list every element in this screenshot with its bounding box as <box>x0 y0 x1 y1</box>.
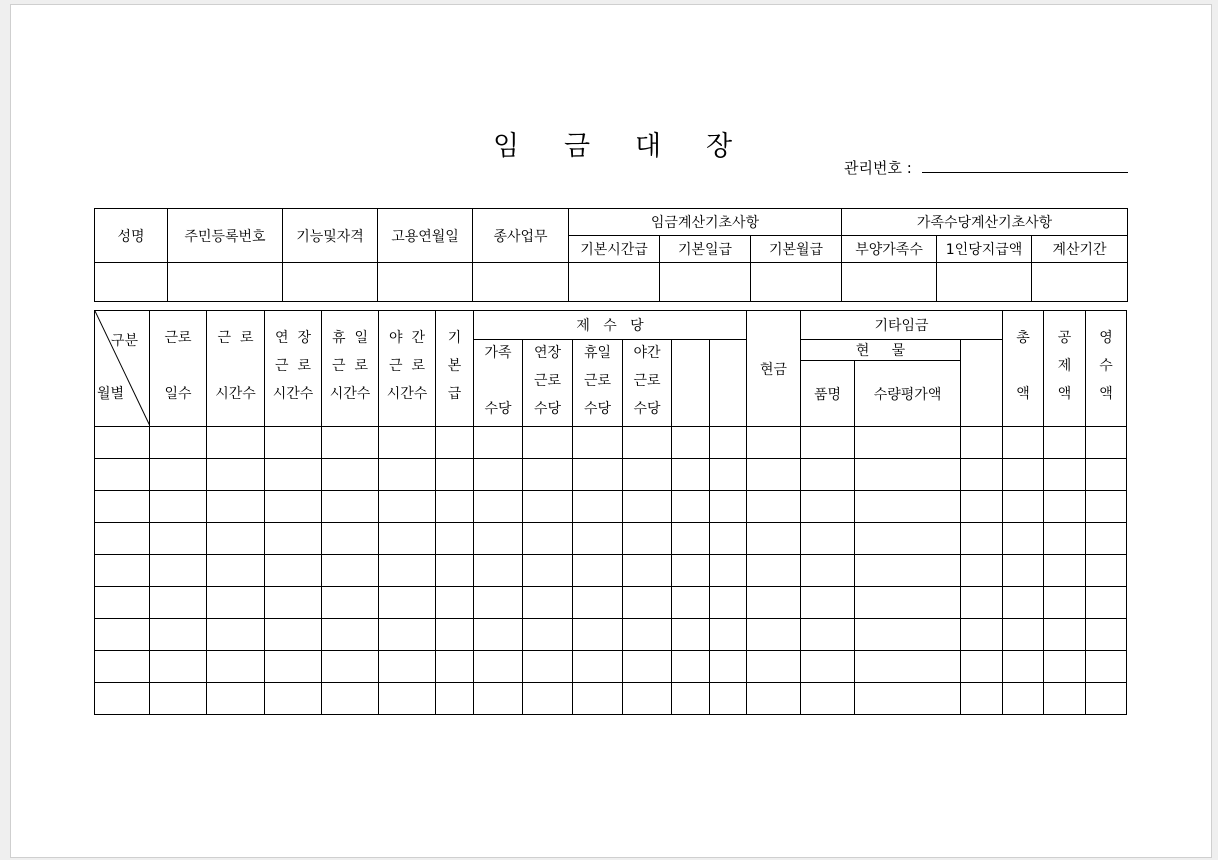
table-cell[interactable] <box>855 427 961 459</box>
table-cell[interactable] <box>710 683 747 715</box>
table-cell[interactable] <box>855 555 961 587</box>
table-cell[interactable] <box>623 555 672 587</box>
monthly-wage-table <box>94 310 1127 715</box>
table-cell[interactable] <box>150 491 207 523</box>
table-cell[interactable] <box>1003 459 1044 491</box>
header-line: 수당 <box>484 401 512 417</box>
header-line: 휴 일 <box>332 330 368 346</box>
table-cell[interactable] <box>207 619 265 651</box>
table-cell[interactable] <box>207 555 265 587</box>
table-cell[interactable] <box>474 427 523 459</box>
basic-daily-cell[interactable] <box>660 263 751 302</box>
table-cell[interactable] <box>207 523 265 555</box>
table-row <box>95 683 1127 715</box>
table-cell[interactable] <box>961 587 1003 619</box>
table-cell[interactable] <box>265 427 322 459</box>
title-char: 장 <box>706 131 733 162</box>
table-cell[interactable] <box>379 587 436 619</box>
header-line: 근 로 <box>332 358 368 374</box>
table-cell[interactable] <box>95 523 150 555</box>
table-cell[interactable] <box>1003 523 1044 555</box>
table-cell[interactable] <box>623 651 672 683</box>
table-cell[interactable] <box>523 523 573 555</box>
header-line: 연 장 <box>275 330 311 346</box>
table-cell[interactable] <box>1044 523 1086 555</box>
basic-pay-header <box>436 311 474 427</box>
other-wage-header: 기타임금 <box>801 311 1003 340</box>
category-label: 구분 <box>111 333 139 349</box>
table-cell[interactable] <box>95 459 150 491</box>
table-cell[interactable] <box>322 587 379 619</box>
resident-number-cell[interactable] <box>168 263 283 302</box>
header-line: 근로 <box>633 373 661 389</box>
received-header <box>1086 311 1127 427</box>
table-cell[interactable] <box>379 683 436 715</box>
table-cell[interactable] <box>474 491 523 523</box>
table-cell[interactable] <box>855 651 961 683</box>
period-header: 계산기간 <box>1032 236 1128 263</box>
table-cell[interactable] <box>573 523 623 555</box>
table-cell[interactable] <box>436 587 474 619</box>
table-cell[interactable] <box>672 587 710 619</box>
table-cell[interactable] <box>207 683 265 715</box>
table-cell[interactable] <box>523 459 573 491</box>
table-cell[interactable] <box>961 427 1003 459</box>
table-cell[interactable] <box>95 651 150 683</box>
table-cell[interactable] <box>150 555 207 587</box>
night-hours-header <box>379 311 436 427</box>
header-line: 일수 <box>164 386 192 402</box>
table-cell[interactable] <box>1003 555 1044 587</box>
dependents-header: 부양가족수 <box>842 236 937 263</box>
skill-header: 기능및자격 <box>283 209 378 263</box>
table-cell[interactable] <box>1086 427 1127 459</box>
table-cell[interactable] <box>436 459 474 491</box>
table-cell[interactable] <box>672 555 710 587</box>
table-cell[interactable] <box>1086 491 1127 523</box>
table-cell[interactable] <box>1086 459 1127 491</box>
table-cell[interactable] <box>322 619 379 651</box>
header-line: 본 <box>447 358 462 374</box>
table-cell[interactable] <box>623 427 672 459</box>
table-cell[interactable] <box>747 587 801 619</box>
table-row <box>95 491 1127 523</box>
table-cell[interactable] <box>672 523 710 555</box>
table-cell[interactable] <box>322 523 379 555</box>
table-cell[interactable] <box>672 491 710 523</box>
period-cell[interactable] <box>1032 263 1128 302</box>
table-cell[interactable] <box>1003 619 1044 651</box>
item-name-header: 품명 <box>801 361 855 427</box>
duty-header: 종사업무 <box>473 209 569 263</box>
table-cell[interactable] <box>1044 491 1086 523</box>
header-line: 근로 <box>164 330 192 346</box>
table-cell[interactable] <box>265 459 322 491</box>
header-line: 근 로 <box>275 358 311 374</box>
table-cell[interactable] <box>961 651 1003 683</box>
table-cell[interactable] <box>623 683 672 715</box>
table-cell[interactable] <box>961 523 1003 555</box>
table-cell[interactable] <box>747 427 801 459</box>
table-cell[interactable] <box>961 459 1003 491</box>
table-cell[interactable] <box>95 491 150 523</box>
table-cell[interactable] <box>474 651 523 683</box>
table-cell[interactable] <box>1044 459 1086 491</box>
table-cell[interactable] <box>961 683 1003 715</box>
table-cell[interactable] <box>623 619 672 651</box>
table-cell[interactable] <box>710 651 747 683</box>
header-line: 수당 <box>533 401 562 417</box>
table-cell[interactable] <box>1003 587 1044 619</box>
table-cell[interactable] <box>801 555 855 587</box>
table-cell[interactable] <box>322 491 379 523</box>
table-cell[interactable] <box>747 619 801 651</box>
table-cell[interactable] <box>265 523 322 555</box>
table-cell[interactable] <box>523 587 573 619</box>
table-cell[interactable] <box>436 491 474 523</box>
table-cell[interactable] <box>672 459 710 491</box>
table-cell[interactable] <box>801 491 855 523</box>
wage-basis-header: 임금계산기초사항 <box>569 209 842 236</box>
work-hours-header <box>207 311 265 427</box>
table-cell[interactable] <box>855 619 961 651</box>
hire-date-header: 고용연월일 <box>378 209 473 263</box>
table-cell[interactable] <box>379 523 436 555</box>
table-cell[interactable] <box>801 587 855 619</box>
table-cell[interactable] <box>710 459 747 491</box>
table-cell[interactable] <box>95 555 150 587</box>
table-cell[interactable] <box>672 651 710 683</box>
table-cell[interactable] <box>523 555 573 587</box>
table-cell[interactable] <box>1086 523 1127 555</box>
table-cell[interactable] <box>1044 427 1086 459</box>
header-line: 액 <box>1016 386 1030 402</box>
table-cell[interactable] <box>436 683 474 715</box>
table-cell[interactable] <box>961 491 1003 523</box>
table-cell[interactable] <box>710 427 747 459</box>
table-cell[interactable] <box>1086 651 1127 683</box>
basic-hourly-header: 기본시간급 <box>569 236 660 263</box>
table-cell[interactable] <box>801 619 855 651</box>
table-cell[interactable] <box>1003 491 1044 523</box>
cash-header: 현금 <box>747 311 801 427</box>
table-row <box>95 555 1127 587</box>
table-cell[interactable] <box>474 459 523 491</box>
table-cell[interactable] <box>265 619 322 651</box>
total-header <box>1003 311 1044 427</box>
table-cell[interactable] <box>1003 683 1044 715</box>
item-value-header: 수량평가액 <box>855 361 961 427</box>
table-cell[interactable] <box>573 555 623 587</box>
header-line: 시간수 <box>329 386 371 402</box>
title-char: 임 <box>493 131 520 162</box>
table-cell[interactable] <box>710 587 747 619</box>
corner-header <box>95 311 150 427</box>
header-line: 수 <box>1099 358 1113 374</box>
table-cell[interactable] <box>573 427 623 459</box>
deduction-header <box>1044 311 1086 427</box>
table-cell[interactable] <box>150 523 207 555</box>
table-row <box>95 619 1127 651</box>
table-row <box>95 427 1127 459</box>
table-cell[interactable] <box>379 555 436 587</box>
table-cell[interactable] <box>265 587 322 619</box>
table-cell[interactable] <box>322 427 379 459</box>
table-cell[interactable] <box>1044 587 1086 619</box>
table-cell[interactable] <box>474 683 523 715</box>
table-cell[interactable] <box>573 491 623 523</box>
header-line: 근 로 <box>217 330 254 346</box>
table-cell[interactable] <box>855 491 961 523</box>
table-cell[interactable] <box>436 523 474 555</box>
header-line: 가족 <box>484 345 512 361</box>
table-cell[interactable] <box>265 491 322 523</box>
table-cell[interactable] <box>95 587 150 619</box>
header-line: 액 <box>1057 386 1072 402</box>
in-kind-header: 현 물 <box>801 340 961 361</box>
header-line: 기 <box>447 330 462 346</box>
employee-info-table <box>94 208 1128 302</box>
month-label: 월별 <box>97 386 125 402</box>
header-line: 액 <box>1099 386 1113 402</box>
table-cell[interactable] <box>379 651 436 683</box>
table-cell[interactable] <box>150 651 207 683</box>
table-cell[interactable] <box>207 427 265 459</box>
table-row <box>95 523 1127 555</box>
name-cell[interactable] <box>95 263 168 302</box>
table-cell[interactable] <box>436 619 474 651</box>
table-cell[interactable] <box>1044 651 1086 683</box>
table-cell[interactable] <box>474 619 523 651</box>
basic-hourly-cell[interactable] <box>569 263 660 302</box>
header-line: 시간수 <box>386 386 428 402</box>
table-cell[interactable] <box>623 459 672 491</box>
table-cell[interactable] <box>672 683 710 715</box>
data-rows <box>95 427 1127 715</box>
header-line: 근로 <box>533 373 562 389</box>
table-cell[interactable] <box>207 459 265 491</box>
table-cell[interactable] <box>379 427 436 459</box>
header-line: 공 <box>1057 330 1072 346</box>
table-cell[interactable] <box>322 683 379 715</box>
table-cell[interactable] <box>710 523 747 555</box>
holiday-hours-header <box>322 311 379 427</box>
table-cell[interactable] <box>672 427 710 459</box>
holiday-allowance-header <box>573 340 623 427</box>
table-cell[interactable] <box>801 459 855 491</box>
title-char: 대 <box>635 131 662 162</box>
table-cell[interactable] <box>623 587 672 619</box>
table-cell[interactable] <box>150 619 207 651</box>
table-cell[interactable] <box>95 683 150 715</box>
table-cell[interactable] <box>322 459 379 491</box>
table-cell[interactable] <box>523 427 573 459</box>
table-cell[interactable] <box>747 555 801 587</box>
table-cell[interactable] <box>573 587 623 619</box>
table-cell[interactable] <box>207 651 265 683</box>
table-cell[interactable] <box>747 459 801 491</box>
table-cell[interactable] <box>855 459 961 491</box>
table-cell[interactable] <box>747 491 801 523</box>
title-char: 금 <box>564 131 591 162</box>
blank-allowance-header <box>672 340 710 427</box>
table-cell[interactable] <box>322 555 379 587</box>
basic-monthly-header: 기본월급 <box>751 236 842 263</box>
header-line: 야 간 <box>389 330 425 346</box>
table-cell[interactable] <box>150 459 207 491</box>
table-cell[interactable] <box>801 651 855 683</box>
header-line: 급 <box>447 386 462 402</box>
table-cell[interactable] <box>1044 683 1086 715</box>
family-allowance-header <box>474 340 523 427</box>
night-allowance-header <box>623 340 672 427</box>
hire-date-cell[interactable] <box>378 263 473 302</box>
table-cell[interactable] <box>1086 619 1127 651</box>
basic-monthly-cell[interactable] <box>751 263 842 302</box>
table-cell[interactable] <box>1086 555 1127 587</box>
header-line: 휴일 <box>583 345 612 361</box>
table-cell[interactable] <box>623 523 672 555</box>
table-row <box>95 587 1127 619</box>
basic-daily-header: 기본일급 <box>660 236 751 263</box>
table-cell[interactable] <box>150 587 207 619</box>
header-line: 영 <box>1099 330 1113 346</box>
table-cell[interactable] <box>379 459 436 491</box>
table-cell[interactable] <box>150 427 207 459</box>
overtime-allowance-header <box>523 340 573 427</box>
name-header: 성명 <box>95 209 168 263</box>
allowances-header: 제 수 당 <box>474 311 747 340</box>
table-cell[interactable] <box>1044 619 1086 651</box>
table-cell[interactable] <box>710 491 747 523</box>
table-cell[interactable] <box>747 683 801 715</box>
duty-cell[interactable] <box>473 263 569 302</box>
table-cell[interactable] <box>747 523 801 555</box>
header-line: 수당 <box>633 401 661 417</box>
table-cell[interactable] <box>855 587 961 619</box>
table-cell[interactable] <box>523 651 573 683</box>
table-cell[interactable] <box>573 459 623 491</box>
table-cell[interactable] <box>573 619 623 651</box>
overtime-hours-header <box>265 311 322 427</box>
header-line: 수당 <box>583 401 612 417</box>
table-cell[interactable] <box>474 555 523 587</box>
management-number-field[interactable] <box>922 172 1128 173</box>
table-cell[interactable] <box>710 619 747 651</box>
skill-cell[interactable] <box>283 263 378 302</box>
table-cell[interactable] <box>436 651 474 683</box>
table-cell[interactable] <box>801 427 855 459</box>
table-cell[interactable] <box>265 555 322 587</box>
table-row <box>95 651 1127 683</box>
table-cell[interactable] <box>1086 683 1127 715</box>
table-cell[interactable] <box>573 683 623 715</box>
header-line: 총 <box>1016 330 1030 346</box>
table-cell[interactable] <box>855 683 961 715</box>
header-line: 시간수 <box>272 386 314 402</box>
table-cell[interactable] <box>150 683 207 715</box>
table-cell[interactable] <box>436 555 474 587</box>
table-row <box>95 459 1127 491</box>
header-line: 제 <box>1057 358 1072 374</box>
management-number-label: 관리번호 : <box>844 159 912 177</box>
table-cell[interactable] <box>207 491 265 523</box>
header-line: 연장 <box>533 345 562 361</box>
table-cell[interactable] <box>855 523 961 555</box>
table-cell[interactable] <box>710 555 747 587</box>
table-cell[interactable] <box>95 427 150 459</box>
table-cell[interactable] <box>322 651 379 683</box>
header-line: 근 로 <box>389 358 425 374</box>
table-cell[interactable] <box>265 683 322 715</box>
table-cell[interactable] <box>523 683 573 715</box>
family-basis-header: 가족수당계산기초사항 <box>842 209 1128 236</box>
table-cell[interactable] <box>961 619 1003 651</box>
table-cell[interactable] <box>1086 587 1127 619</box>
table-cell[interactable] <box>207 587 265 619</box>
table-cell[interactable] <box>961 555 1003 587</box>
table-cell[interactable] <box>379 491 436 523</box>
table-cell[interactable] <box>801 523 855 555</box>
per-person-cell[interactable] <box>937 263 1032 302</box>
table-cell[interactable] <box>436 427 474 459</box>
header-line: 근로 <box>583 373 612 389</box>
table-cell[interactable] <box>265 651 322 683</box>
blank-allowance-header <box>710 340 747 427</box>
table-cell[interactable] <box>379 619 436 651</box>
table-cell[interactable] <box>1003 651 1044 683</box>
work-days-header <box>150 311 207 427</box>
table-cell[interactable] <box>1044 555 1086 587</box>
table-cell[interactable] <box>523 491 573 523</box>
resident-number-header: 주민등록번호 <box>168 209 283 263</box>
header-line: 야간 <box>633 345 661 361</box>
document-title <box>493 124 777 163</box>
table-cell[interactable] <box>474 587 523 619</box>
table-cell[interactable] <box>573 651 623 683</box>
table-cell[interactable] <box>623 491 672 523</box>
header-line: 시간수 <box>215 386 256 402</box>
table-cell[interactable] <box>801 683 855 715</box>
table-cell[interactable] <box>747 651 801 683</box>
dependents-cell[interactable] <box>842 263 937 302</box>
table-cell[interactable] <box>672 619 710 651</box>
per-person-header: 1인당지급액 <box>937 236 1032 263</box>
table-cell[interactable] <box>523 619 573 651</box>
table-cell[interactable] <box>474 523 523 555</box>
table-cell[interactable] <box>95 619 150 651</box>
table-cell[interactable] <box>1003 427 1044 459</box>
